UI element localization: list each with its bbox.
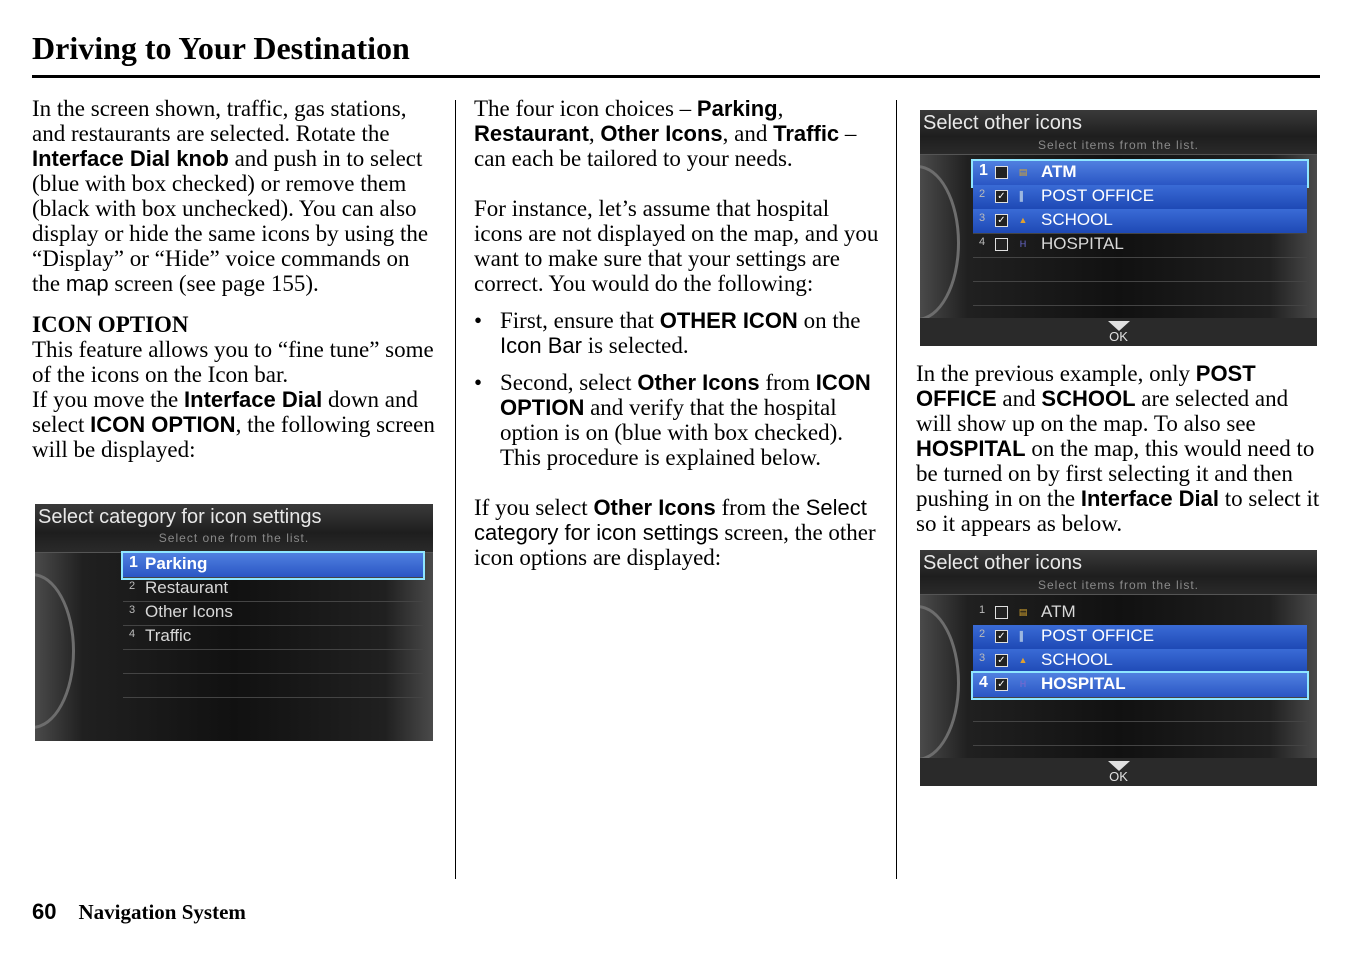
item-label: ATM <box>1041 162 1077 181</box>
bold-term: HOSPITAL <box>916 436 1026 461</box>
item-number: 4 <box>129 628 136 640</box>
item-label: HOSPITAL <box>1041 674 1126 693</box>
page-footer <box>32 899 246 925</box>
example-paragraph: For instance, let’s assume that hospital icons are not displayed on the map, and you want to make sure that your settings are correct. You would do the following: <box>474 196 879 296</box>
list-item <box>973 649 1307 674</box>
column-3 <box>916 361 1321 536</box>
explanation-paragraph: In the previous example, only POST OFFICE and SCHOOL are selected and will show up on the map. To also see HOSPITAL on the map, this would need to be turned on by first selecting it and then pushing in on the Interface Dial to select it so it appears as below. <box>916 361 1320 536</box>
hospital-icon: H <box>1019 679 1027 689</box>
bold-term: POST OFFICE <box>916 361 1256 411</box>
bold-term: SCHOOL <box>1041 386 1136 411</box>
column-2 <box>474 96 879 570</box>
other-icons-list <box>973 161 1307 311</box>
atm-icon: ▤ <box>1018 607 1028 617</box>
empty-row <box>973 721 1307 746</box>
item-label: POST OFFICE <box>1041 186 1155 205</box>
item-label: HOSPITAL <box>1041 234 1124 253</box>
list-item <box>123 625 423 650</box>
item-label: SCHOOL <box>1041 650 1113 669</box>
item-number: 2 <box>129 580 136 592</box>
school-icon: ▲ <box>1018 655 1028 665</box>
post-office-icon: ▌ <box>1019 631 1027 641</box>
screenshot-other-icons-after <box>920 550 1317 786</box>
dial-arc <box>920 165 960 321</box>
bold-term: Restaurant <box>474 121 589 146</box>
ui-term: map <box>65 271 109 296</box>
other-icons-list <box>973 601 1307 751</box>
item-label: SCHOOL <box>1041 210 1113 229</box>
item-number: 3 <box>129 604 136 616</box>
item-label: Restaurant <box>145 578 229 597</box>
item-label: POST OFFICE <box>1041 626 1155 645</box>
icon-option-instructions: If you move the Interface Dial down and select ICON OPTION, the following screen will be displayed: <box>32 387 435 462</box>
list-item: • First, ensure that OTHER ICON on the Icon Bar is selected. <box>474 308 861 358</box>
item-number: 2 <box>979 628 986 640</box>
item-label: Traffic <box>145 626 192 645</box>
screen-title: Select category for icon settings <box>38 506 322 528</box>
checkbox-checked-icon: ✓ <box>995 654 1008 667</box>
checkbox-checked-icon: ✓ <box>995 190 1008 203</box>
bold-term: ICON OPTION <box>500 370 871 420</box>
bold-term: ICON OPTION <box>90 412 236 437</box>
list-item <box>973 625 1307 650</box>
list-item: • Second, select Other Icons from ICON OPTION and verify that the hospital option is on (blue with box checked). This procedure is explained below. <box>474 370 871 470</box>
bold-term: Interface Dial <box>1080 486 1220 511</box>
atm-icon: ▤ <box>1018 167 1028 177</box>
bold-term: Other Icons <box>637 370 760 395</box>
footer-section: Navigation System <box>78 900 246 924</box>
intro-paragraph: In the screen shown, traffic, gas stations, and restaurants are selected. Rotate the Interface Dial knob and push in to select (blue with box checked) or remove them (black with box unchecked). You can also display or hide the same icons by using the “Display” or “Hide” voice commands on the map screen (see page 155). <box>32 96 429 296</box>
checkbox-checked-icon: ✓ <box>995 214 1008 227</box>
select-other-icons-paragraph: If you select Other Icons from the Select category for icon settings screen, the other icon options are displayed: <box>474 495 876 570</box>
screen-subtitle: Select items from the list. <box>1037 578 1200 592</box>
item-number: 4 <box>979 674 988 691</box>
column-1 <box>32 96 437 462</box>
steps-list <box>474 308 879 470</box>
title-rule <box>32 75 1320 78</box>
bold-term: OTHER ICON <box>659 308 798 333</box>
list-item <box>973 161 1307 186</box>
list-item <box>973 601 1307 626</box>
screen-subtitle: Select one from the list. <box>158 531 310 545</box>
category-list <box>123 553 423 733</box>
icon-option-heading: ICON OPTION <box>32 312 189 337</box>
checkbox-unchecked-icon <box>995 166 1008 179</box>
item-number: 3 <box>979 652 986 664</box>
list-item <box>123 577 423 602</box>
ok-button: OK <box>1109 329 1128 344</box>
item-number: 4 <box>979 236 986 248</box>
page-title: Driving to Your Destination <box>32 30 410 66</box>
item-label: ATM <box>1041 602 1076 621</box>
page-number: 60 <box>32 899 57 924</box>
item-number: 2 <box>979 188 986 200</box>
icon-choices-paragraph: The four icon choices – Parking, Restaurant, Other Icons, and Traffic – can each be tailored to your needs. <box>474 96 857 171</box>
screenshot-icon-category <box>35 504 433 741</box>
list-item <box>973 233 1307 258</box>
ui-term: Select category for icon settings <box>474 495 867 545</box>
list-item <box>973 673 1307 698</box>
screen-title: Select other icons <box>923 552 1082 574</box>
bold-term: Interface Dial knob <box>32 146 229 171</box>
bold-term: Parking <box>696 96 778 121</box>
column-divider <box>455 100 456 879</box>
post-office-icon: ▌ <box>1019 191 1027 201</box>
checkbox-unchecked-icon <box>995 238 1008 251</box>
empty-row <box>123 673 423 698</box>
bold-term: Other Icons <box>600 121 723 146</box>
bold-term: Other Icons <box>593 495 716 520</box>
empty-row <box>973 281 1307 306</box>
column-divider <box>896 100 897 879</box>
screen-title: Select other icons <box>923 112 1082 134</box>
school-icon: ▲ <box>1018 215 1028 225</box>
hospital-icon: H <box>1019 239 1027 249</box>
ok-button: OK <box>1109 769 1128 784</box>
screenshot-other-icons-before <box>920 110 1317 346</box>
list-item <box>973 185 1307 210</box>
item-number: 1 <box>129 554 138 571</box>
list-item <box>123 553 423 578</box>
checkbox-unchecked-icon <box>995 606 1008 619</box>
list-item <box>123 601 423 626</box>
dial-arc <box>35 573 75 729</box>
checkbox-checked-icon: ✓ <box>995 630 1008 643</box>
bold-term: Traffic <box>773 121 840 146</box>
screen-subtitle: Select items from the list. <box>1037 138 1200 152</box>
icon-option-description: This feature allows you to “fine tune” some of the icons on the Icon bar. <box>32 337 434 387</box>
bold-term: Interface Dial <box>184 387 323 412</box>
checkbox-checked-icon: ✓ <box>995 678 1008 691</box>
item-number: 1 <box>979 162 988 179</box>
empty-row <box>123 649 423 674</box>
dial-arc <box>920 605 960 761</box>
item-number: 1 <box>979 604 986 616</box>
item-label: Other Icons <box>145 602 233 621</box>
ui-term: Icon Bar <box>500 333 582 358</box>
item-label: Parking <box>145 554 208 573</box>
empty-row <box>973 257 1307 282</box>
item-number: 3 <box>979 212 986 224</box>
empty-row <box>973 697 1307 722</box>
list-item <box>973 209 1307 234</box>
